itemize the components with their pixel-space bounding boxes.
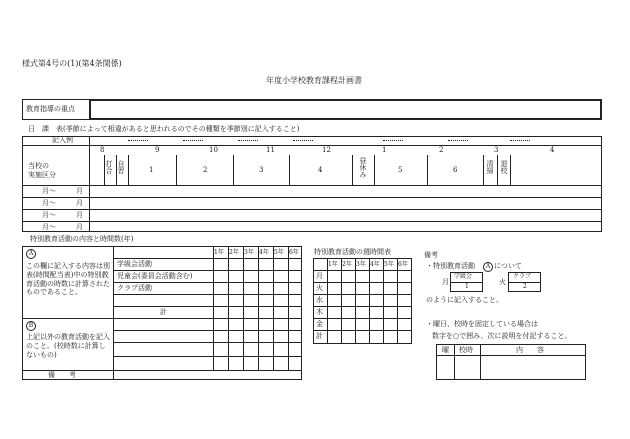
row-month-from: 月～ — [42, 211, 56, 219]
activity-total: 計 — [160, 308, 167, 316]
activity-row-rule — [113, 258, 302, 259]
period-label: 3 — [259, 166, 264, 174]
circle-a-badge: A — [26, 249, 36, 259]
notes-circle-a: A — [483, 262, 493, 272]
grade-header: 5年 — [274, 249, 284, 256]
activity-row-rule — [113, 306, 302, 307]
grade-col-divider — [258, 246, 259, 370]
notes-bullet1-after: のように記入すること。 — [426, 296, 503, 304]
schedule-row-rule — [22, 197, 602, 198]
period-divider — [233, 155, 234, 185]
weekly-row-rule — [313, 330, 412, 331]
grade-header: 1年 — [214, 249, 224, 256]
activity-item: 児童会(委員会活動含む) — [117, 272, 193, 280]
period-divider — [176, 155, 177, 185]
grade-col-divider — [243, 246, 244, 370]
notes-col-divider — [480, 344, 481, 380]
time-dots — [448, 140, 468, 141]
row-month-from: 月～ — [42, 199, 56, 207]
grade-col-divider — [228, 246, 229, 370]
weekly-grade-header: 1年 — [328, 261, 338, 268]
notes-bullet1-suffix: について — [494, 262, 522, 270]
schedule-table — [22, 136, 602, 232]
notes-header: 校時 — [459, 346, 473, 354]
activity-item: 学級会活動 — [117, 260, 152, 268]
period-label: 昼休み — [359, 157, 367, 178]
b-description: 上記以外の教育活動を記入のこと。(校時数に計算しないもの) — [26, 333, 110, 359]
remarks-label: 備 考 — [48, 371, 76, 379]
time-dots — [183, 140, 203, 141]
schedule-left-divider — [89, 136, 90, 232]
activities-divider — [113, 246, 114, 380]
example2-name: クラブ — [513, 273, 532, 280]
grade-header: 3年 — [244, 249, 254, 256]
period-divider — [483, 155, 484, 185]
schedule-row-rule — [22, 209, 602, 210]
notes-bullet2-line1: ・曜日、校時を固定している場合は — [426, 320, 538, 328]
notes-header: 内 容 — [516, 346, 544, 354]
weekly-grade-header: 4年 — [370, 261, 380, 268]
time-mark: 9 — [155, 146, 160, 154]
row-month-to: 月 — [76, 187, 83, 195]
weekly-total: 計 — [316, 332, 323, 340]
weekly-row-rule — [313, 282, 412, 283]
form-number: 様式第4号の(1)(第4条関係) — [22, 59, 122, 68]
notes-bullet2-line2: 数字を○で囲み、次に説明を付記すること。 — [432, 332, 572, 340]
period-label: 清掃 — [486, 160, 494, 174]
grade-col-divider — [273, 246, 274, 370]
period-label: 退校 — [500, 160, 508, 174]
time-mark: 1 — [382, 146, 387, 154]
activity-row-rule — [113, 330, 302, 331]
row-month-to: 月 — [76, 223, 83, 231]
example-rule — [22, 145, 602, 146]
weekly-row-rule — [313, 318, 412, 319]
period-divider — [374, 155, 375, 185]
example1-num: 1 — [465, 283, 469, 290]
time-mark: 10 — [209, 146, 218, 154]
activity-row-rule — [113, 294, 302, 295]
time-dots — [383, 140, 403, 141]
weekly-heading: 特別教育活動の週時間表 — [314, 248, 391, 256]
row-month-to: 月 — [76, 199, 83, 207]
weekly-row-rule — [313, 270, 412, 271]
period-label: 1 — [149, 166, 154, 174]
notes-header-rule — [436, 355, 586, 356]
division-label: 当校の 実施区分 — [28, 162, 56, 179]
example2-day: 火 — [499, 278, 506, 286]
activities-heading: 特別教育活動の内容と時間数(年) — [30, 235, 134, 243]
weekly-grade-header: 6年 — [398, 261, 408, 268]
row-month-from: 月～ — [42, 223, 56, 231]
time-dots — [238, 140, 258, 141]
weekly-grade-header: 3年 — [356, 261, 366, 268]
period-divider — [352, 155, 353, 185]
activity-section-rule — [22, 318, 302, 319]
example-label: 記入例 — [52, 136, 73, 144]
grade-col-divider — [288, 246, 289, 370]
schedule-row-rule — [22, 221, 602, 222]
grade-header: 6年 — [289, 249, 299, 256]
period-label: 4 — [318, 166, 323, 174]
time-mark: 8 — [100, 146, 105, 154]
period-divider — [510, 155, 511, 185]
example1-day: 月 — [442, 278, 449, 286]
period-divider — [427, 155, 428, 185]
weekly-grade-header: 2年 — [342, 261, 352, 268]
notes-bullet1-prefix: ・特別教育活動 — [426, 262, 475, 270]
schedule-heading: 日 課 表(季節によって相違があると思われるのでその種類を季節別に記入すること) — [28, 125, 300, 133]
time-mark: 12 — [322, 146, 331, 154]
schedule-header-rule — [22, 185, 602, 186]
weekly-day: 火 — [316, 284, 323, 292]
activity-row-rule — [113, 342, 302, 343]
grade-header: 2年 — [229, 249, 239, 256]
notes-heading: 備考 — [424, 251, 438, 259]
weekly-row-rule — [313, 306, 412, 307]
time-dots — [128, 140, 148, 141]
period-divider — [497, 155, 498, 185]
period-label: 6 — [453, 166, 458, 174]
weekly-day: 月 — [316, 272, 323, 280]
period-divider — [289, 155, 290, 185]
weekly-day: 金 — [316, 320, 323, 328]
weekly-row-rule — [313, 294, 412, 295]
priority-label: 教育指導の重点 — [26, 105, 75, 113]
activity-item: クラブ活動 — [117, 284, 152, 292]
period-label: 打合 — [105, 160, 113, 174]
grade-col-divider — [213, 246, 214, 370]
document-title: 年度小学校教育課程計画書 — [266, 76, 362, 85]
activity-row-rule — [113, 282, 302, 283]
grade-header: 4年 — [259, 249, 269, 256]
weekly-grade-header: 5年 — [384, 261, 394, 268]
time-dots — [510, 140, 530, 141]
time-dots — [293, 140, 313, 141]
period-label: 5 — [398, 166, 403, 174]
time-mark: 3 — [494, 146, 499, 154]
period-label: 自習 — [117, 160, 125, 174]
time-mark: 2 — [439, 146, 444, 154]
a-description: この欄に記入する内容は別表(時間配当表)中の特別教育活動の時数に計算されたものであること。 — [26, 262, 110, 297]
notes-col-divider — [454, 344, 455, 380]
notes-header: 曜 — [442, 346, 449, 354]
circle-b-badge: B — [26, 321, 36, 331]
row-month-to: 月 — [76, 211, 83, 219]
time-mark: 11 — [266, 146, 275, 154]
example2-num: 2 — [523, 283, 527, 290]
weekly-day: 水 — [316, 296, 323, 304]
time-mark: 4 — [550, 146, 555, 154]
period-divider — [128, 155, 129, 185]
example1-name: 学級会 — [454, 273, 473, 280]
weekly-day: 木 — [316, 308, 323, 316]
activity-row-rule — [113, 270, 302, 271]
activity-row-rule — [113, 356, 302, 357]
period-label: 2 — [203, 166, 208, 174]
row-month-from: 月～ — [42, 187, 56, 195]
priority-input[interactable] — [90, 100, 601, 119]
